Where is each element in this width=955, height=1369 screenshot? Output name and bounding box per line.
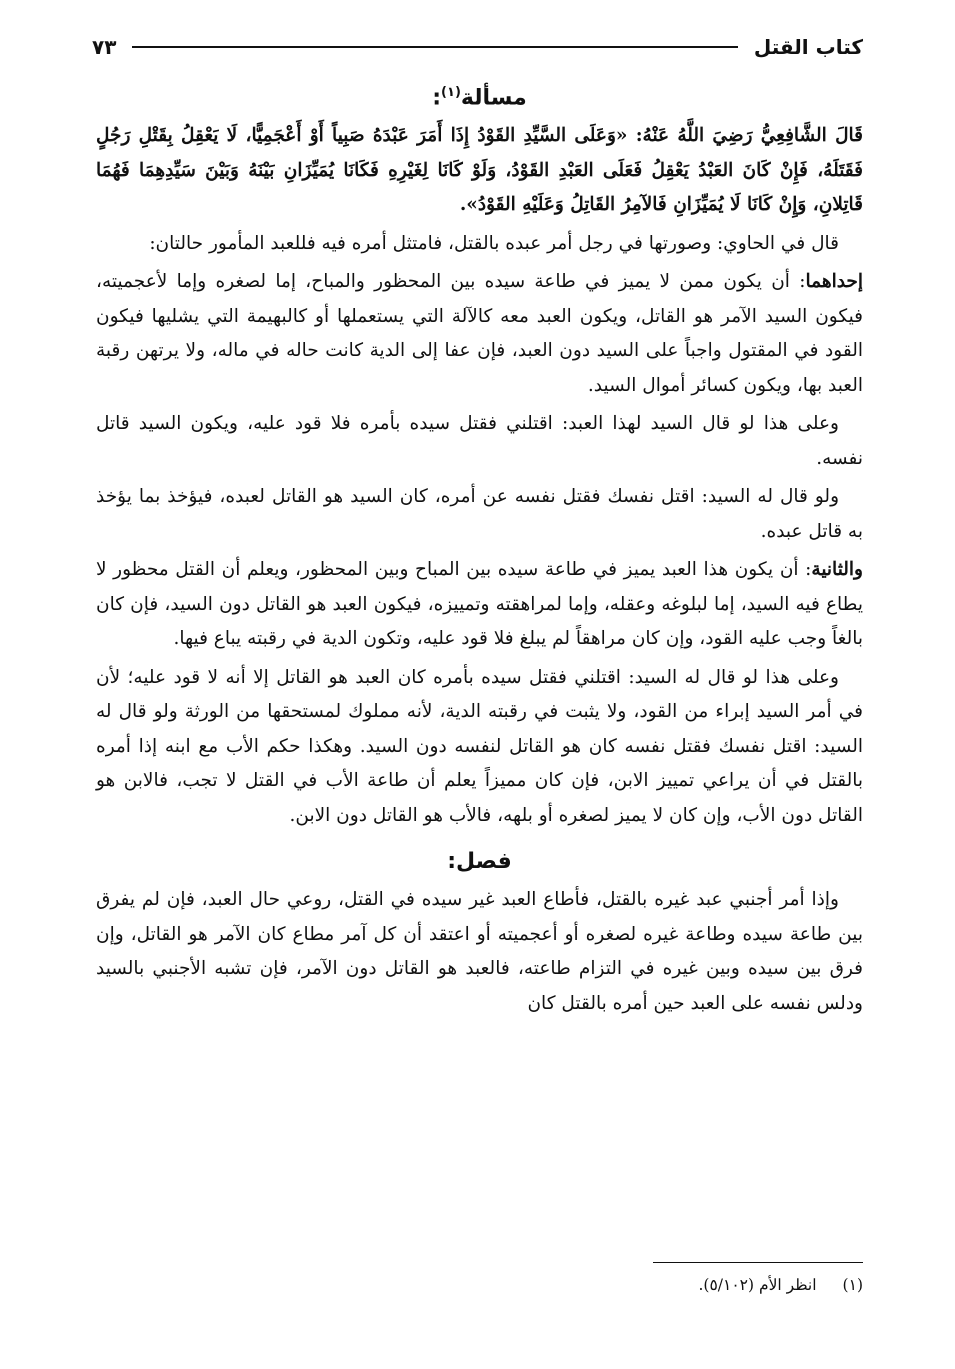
running-header <box>92 30 863 64</box>
paragraph-text: وإذا أمر أجنبي عبد غيره بالقتل، فأطاع العبد غير سيده في القتل، روعي حال العبد، فإن لم يفرق بين طاعة سيده وطاعة غيره لصغره أو أعجميته أو اعتقد أن كل آمر مطاع كان الآمر هو القاتل، وإن فرق بين سيده وبين غيره في التزام طاعته، فالعبد هو القاتل دون الآمر، فإن تشبه الأجنبي بالسيد ودلس نفسه على العبد حين أمره بالقتل كان <box>96 889 863 1014</box>
commentary-paragraph <box>96 553 863 657</box>
paragraph-text: ولو قال له السيد: اقتل نفسك فقتل نفسه عن أمره، كان السيد هو القاتل لعبده، فيؤخذ بما يؤخذ به قاتل عبده. <box>96 486 863 542</box>
page-number: ٧٣ <box>92 35 117 59</box>
section-heading <box>96 76 863 115</box>
commentary-paragraph <box>96 407 863 476</box>
footnote-separator <box>653 1262 863 1263</box>
header-rule <box>132 46 737 48</box>
footnote-reference[interactable]: (١) <box>441 85 461 100</box>
footnote-text: انظر الأم (٥/١٠٢). <box>698 1276 817 1294</box>
section-heading-text: مسألة <box>460 85 527 111</box>
fasl-heading: فصل: <box>447 849 512 875</box>
book-title: كتاب القتل <box>753 35 863 59</box>
paragraph-text: : أن يكون هذا العبد يميز في طاعة سيده بين المباح وبين المحظور، ويعلم أن القتل محظور لا يطاع فيه السيد، إما لبلوغه وعقله، وإما لمراهقته وتمييزه، فيكون العبد هو القاتل دون السيد، فإن كان بالغاً وجب عليه القود، وإن كان مراهقاً لم يبلغ فلا قود عليه، وتكون الدية في رقبته يباع فيها. <box>96 559 863 650</box>
paragraph-text: وعلى هذا لو قال له السيد: اقتلني فقتل سيده بأمره كان العبد هو القاتل إلا أنه لا قود عليه؛ لأن في أمر السيد إبراء من القود، ولا يثبت في رقبته الدية، لأنه مملوك لمستحقها من الورثة ولو قال له السيد: اقتل نفسك فقتل نفسه كان هو القاتل لنفسه دون السيد. وهكذا حكم الأب مع ابنه إذا أمره بالقتل في أن يراعي تمييز الابن، فإن كان مميزاً يعلم أن طاعة الأب في القتل لا تجب، فالابن هو القاتل دون الأب، وإن كان لا يميز لصغره أو بلهه، فالأب هو القاتل دون الابن. <box>96 666 863 826</box>
section-heading-colon: : <box>432 85 442 111</box>
commentary-paragraph <box>96 661 863 834</box>
footnotes-area <box>96 1262 863 1297</box>
main-text: قَالَ الشَّافِعِيُّ رَضِيَ اللَّهُ عَنْهُ: «وَعَلَى السَّيِّدِ القَوْدُ إِذَا أَمَرَ عَبْدَهُ صَبِياً أَوْ أَعْجَمِيًّا، لَا يَعْقِلُ بِقَتْلِ رَجُلٍ فَقَتَلَهُ، فَإِنْ كَانَ العَبْدُ يَعْقِلُ فَعَلَى العَبْدِ القَوْدُ، وَلَوْ كَانَا لِغَيْرِهِ فَكَانَا يُمَيِّزَانِ بَيْنَهُ وَبَيْنَ سَيِّدِهِمَا فَهُمَا قَاتِلانِ، وَإِنْ كَانَا لَا يُمَيِّزَانِ فَالآمِرُ القَاتِلُ وَعَلَيْهِ القَوْدُ». <box>96 125 863 216</box>
commentary-paragraph <box>96 227 863 262</box>
paragraph-text: وعلى هذا لو قال السيد لهذا العبد: اقتلني فقتل سيده بأمره فلا قود عليه، ويكون السيد قاتل نفسه. <box>96 413 863 469</box>
paragraph-text: : أن يكون ممن لا يميز في طاعة سيده بين المحظور والمباح، إما لصغره وإما لأعجميته، فيكون السيد الآمر هو القاتل، ويكون العبد معه كالآلة التي يستعملها أو كالبهيمة التي يشليها فيكون القود في المقتول واجباً على السيد دون العبد، فإن عفا إلى الدية كانت حاله في ماله، ولا يرتهن رقبة العبد بها، ويكون كسائر أموال السيد. <box>96 271 863 396</box>
page-body <box>96 76 863 1025</box>
commentary-paragraph <box>96 480 863 549</box>
commentary-paragraph <box>96 265 863 403</box>
fasl-paragraph <box>96 883 863 1021</box>
paragraph-lead: إحداهما <box>805 271 863 293</box>
paragraph-text: قال في الحاوي: وصورتها في رجل أمر عبده بالقتل، فامتثل أمره فيه فللعبد المأمور حالتان: <box>149 232 839 254</box>
footnote-marker: (١) <box>842 1276 863 1294</box>
paragraph-lead: والثانية <box>811 559 863 581</box>
footnote <box>96 1273 863 1297</box>
